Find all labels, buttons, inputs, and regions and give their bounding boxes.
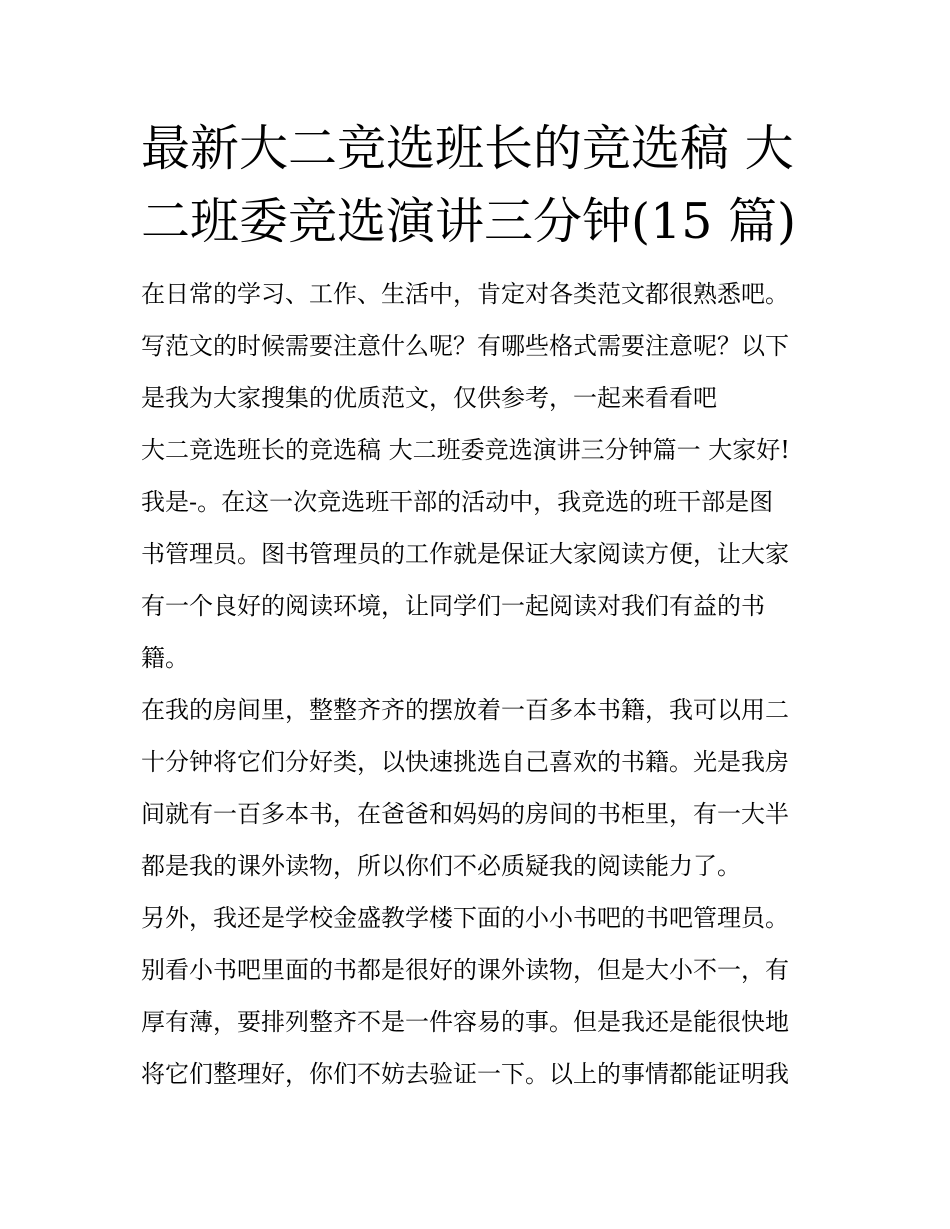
text-line: 另外，我还是学校金盛教学楼下面的小小书吧的书吧管理员。 [141,904,789,932]
text-line: 在我的房间里，整整齐齐的摆放着一百多本书籍，我可以用二 [141,696,789,724]
text-line: 书管理员。图书管理员的工作就是保证大家阅读方便，让大家 [141,540,789,568]
text-line: 间就有一百多本书，在爸爸和妈妈的房间的书柜里，有一大半 [141,800,789,828]
text-line: 籍。 [141,644,189,672]
text-line: 我是-。在这一次竞选班干部的活动中，我竞选的班干部是图 [141,488,774,516]
text-line: 有一个良好的阅读环境，让同学们一起阅读对我们有益的书 [141,592,765,620]
text-line: 是我为大家搜集的优质范文，仅供参考，一起来看看吧 [141,384,717,412]
text-line: 别看小书吧里面的书都是很好的课外读物，但是大小不一，有 [141,956,789,984]
text-line: 在日常的学习、工作、生活中，肯定对各类范文都很熟悉吧。 [141,280,789,308]
title-line-2: 二班委竞选演讲三分钟(15 篇) [141,193,797,250]
document-body [141,268,813,1100]
text-line: 厚有薄，要排列整齐不是一件容易的事。但是我还是能很快地 [141,1008,789,1036]
document-content [141,112,813,1100]
text-line: 写范文的时候需要注意什么呢？有哪些格式需要注意呢？以下 [141,332,789,360]
text-line: 将它们整理好，你们不妨去验证一下。以上的事情都能证明我 [141,1060,789,1088]
text-line: 十分钟将它们分好类，以快速挑选自己喜欢的书籍。光是我房 [141,748,789,776]
title-line-1: 最新大二竞选班长的竞选稿 大 [141,120,794,177]
text-line: 都是我的课外读物，所以你们不必质疑我的阅读能力了。 [141,852,741,880]
text-line: 大二竞选班长的竞选稿 大二班委竞选演讲三分钟篇一 大家好! [141,436,790,464]
document-title [141,112,813,258]
